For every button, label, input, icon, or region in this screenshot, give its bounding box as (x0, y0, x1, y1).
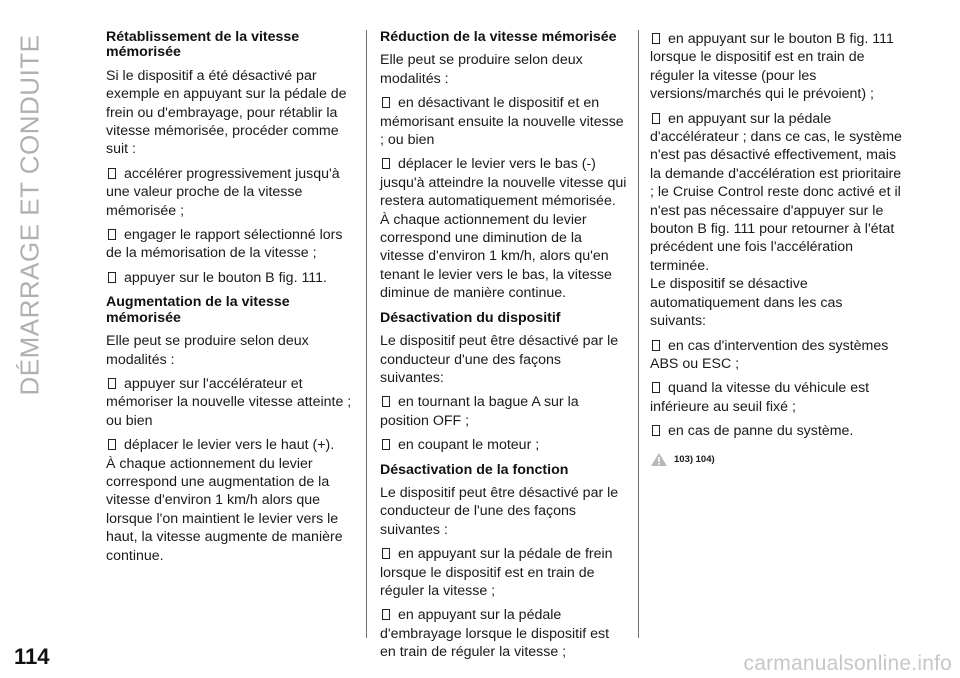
list-item-text: en appuyant sur le bouton B fig. 111 lorsque le dispositif est en train de réguler la vitesse (pour les versions/marchés qui le prévoient) ; (650, 31, 894, 103)
checkbox-bullet-icon (108, 439, 116, 450)
page-number: 114 (14, 644, 50, 669)
list-item (380, 94, 628, 149)
list-item (380, 155, 628, 210)
list-item-text: en coupant le moteur ; (398, 437, 540, 454)
column-1 (106, 30, 354, 571)
column-2 (380, 30, 628, 668)
paragraph: À chaque actionnement du levier correspond une diminution de la vitesse d'environ 1 km/h, alors qu'en tenant le levier vers le bas, la vitesse diminue de manière continue. (380, 211, 612, 302)
list-item (650, 110, 902, 276)
list-item-text: en appuyant sur la pédale de frein lorsque le dispositif est en train de réguler la vitesse ; (380, 546, 613, 599)
warning-reference-numbers: 103) 104) (674, 453, 715, 465)
list-item-text: en cas de panne du système. (668, 423, 854, 440)
list-item (650, 337, 902, 374)
checkbox-bullet-icon (382, 158, 390, 169)
list-item-text: appuyer sur le bouton B fig. 111. (124, 269, 327, 286)
paragraph: Si le dispositif a été désactivé par exemple en appuyant sur la pédale de frein ou d'embrayage, pour rétablir la vitesse mémorisée, procéder comme suit : (106, 67, 347, 158)
list-item-text: en tournant la bague A sur la position OFF ; (380, 394, 579, 429)
list-item-text: en appuyant sur la pédale d'embrayage lorsque le dispositif est en train de réguler la vitesse ; (380, 607, 610, 661)
list-item (380, 545, 628, 600)
checkbox-bullet-icon (652, 33, 660, 44)
checkbox-bullet-icon (652, 113, 660, 124)
list-item (106, 375, 354, 430)
section-heading: Rétablissement de la vitesse mémorisée (106, 29, 300, 61)
list-item (106, 436, 354, 454)
checkbox-bullet-icon (652, 425, 660, 436)
section-heading: Augmentation de la vitesse mémorisée (106, 294, 290, 326)
checkbox-bullet-icon (108, 229, 116, 240)
checkbox-bullet-icon (382, 439, 390, 450)
list-item (380, 436, 628, 454)
list-item-text: engager le rapport sélectionné lors de la mémorisation de la vitesse ; (106, 227, 343, 262)
list-item-text: en appuyant sur la pédale d'accélérateur ; dans ce cas, le système n'est pas désactivé effectivement, mais la demande d'accélération est prioritaire ; le Cruise Control reste donc activé et il n'est pas nécessaire d'appuyer sur le bouton B fig. 111 pour retourner à l'état précédent une fois l'accélération terminée. (650, 110, 902, 274)
column-divider (366, 30, 367, 638)
list-item-text: déplacer le levier vers le haut (+). (124, 437, 335, 454)
list-item (650, 379, 902, 416)
section-heading: Désactivation de la fonction (380, 461, 569, 478)
list-item (650, 422, 902, 440)
list-item-text: en cas d'intervention des systèmes ABS ou ESC ; (650, 337, 889, 372)
section-heading: Désactivation du dispositif (380, 309, 561, 326)
checkbox-bullet-icon (382, 396, 390, 407)
list-item-text: déplacer le levier vers le bas (-) jusqu'à atteindre la nouvelle vitesse qui restera automatiquement mémorisée. (380, 156, 627, 210)
paragraph: Le dispositif peut être désactivé par le conducteur d'une des façons suivantes: (380, 333, 619, 386)
list-item (106, 165, 354, 220)
list-item (380, 393, 628, 430)
checkbox-bullet-icon (108, 272, 116, 283)
list-item-text: en désactivant le dispositif et en mémorisant ensuite la nouvelle vitesse ; ou bien (380, 95, 624, 149)
paragraph: Elle peut se produire selon deux modalités : (106, 333, 309, 368)
list-item (106, 269, 354, 287)
warning-reference (650, 451, 902, 469)
checkbox-bullet-icon (652, 340, 660, 351)
column-divider (638, 30, 639, 638)
list-item-text: appuyer sur l'accélérateur et mémoriser la nouvelle vitesse atteinte ; ou bien (106, 375, 352, 429)
warning-triangle-icon (650, 452, 668, 467)
checkbox-bullet-icon (382, 548, 390, 559)
list-item (106, 226, 354, 263)
watermark: carmanualsonline.info (743, 652, 952, 675)
paragraph: Le dispositif se désactive automatiquement dans les cas suivants: (650, 276, 843, 330)
checkbox-bullet-icon (108, 378, 116, 389)
checkbox-bullet-icon (382, 609, 390, 620)
list-item (650, 30, 902, 104)
paragraph: Elle peut se produire selon deux modalités : (380, 52, 583, 87)
chapter-title: DÉMARRAGE ET CONDUITE (14, 34, 45, 396)
list-item-text: quand la vitesse du véhicule est inférieure au seuil fixé ; (650, 380, 870, 415)
list-item (380, 606, 628, 661)
paragraph: À chaque actionnement du levier correspond une augmentation de la vitesse d'environ 1 km/h alors que lorsque l'on maintient le levier vers le haut, la vitesse augmente de manière continue. (106, 455, 343, 564)
checkbox-bullet-icon (652, 382, 660, 393)
list-item-text: accélérer progressivement jusqu'à une valeur proche de la vitesse mémorisée ; (106, 165, 340, 219)
checkbox-bullet-icon (108, 168, 116, 179)
checkbox-bullet-icon (382, 97, 390, 108)
section-heading: Réduction de la vitesse mémorisée (380, 29, 617, 45)
paragraph: Le dispositif peut être désactivé par le conducteur de l'une des façons suivantes : (380, 484, 619, 538)
column-3 (650, 30, 902, 469)
